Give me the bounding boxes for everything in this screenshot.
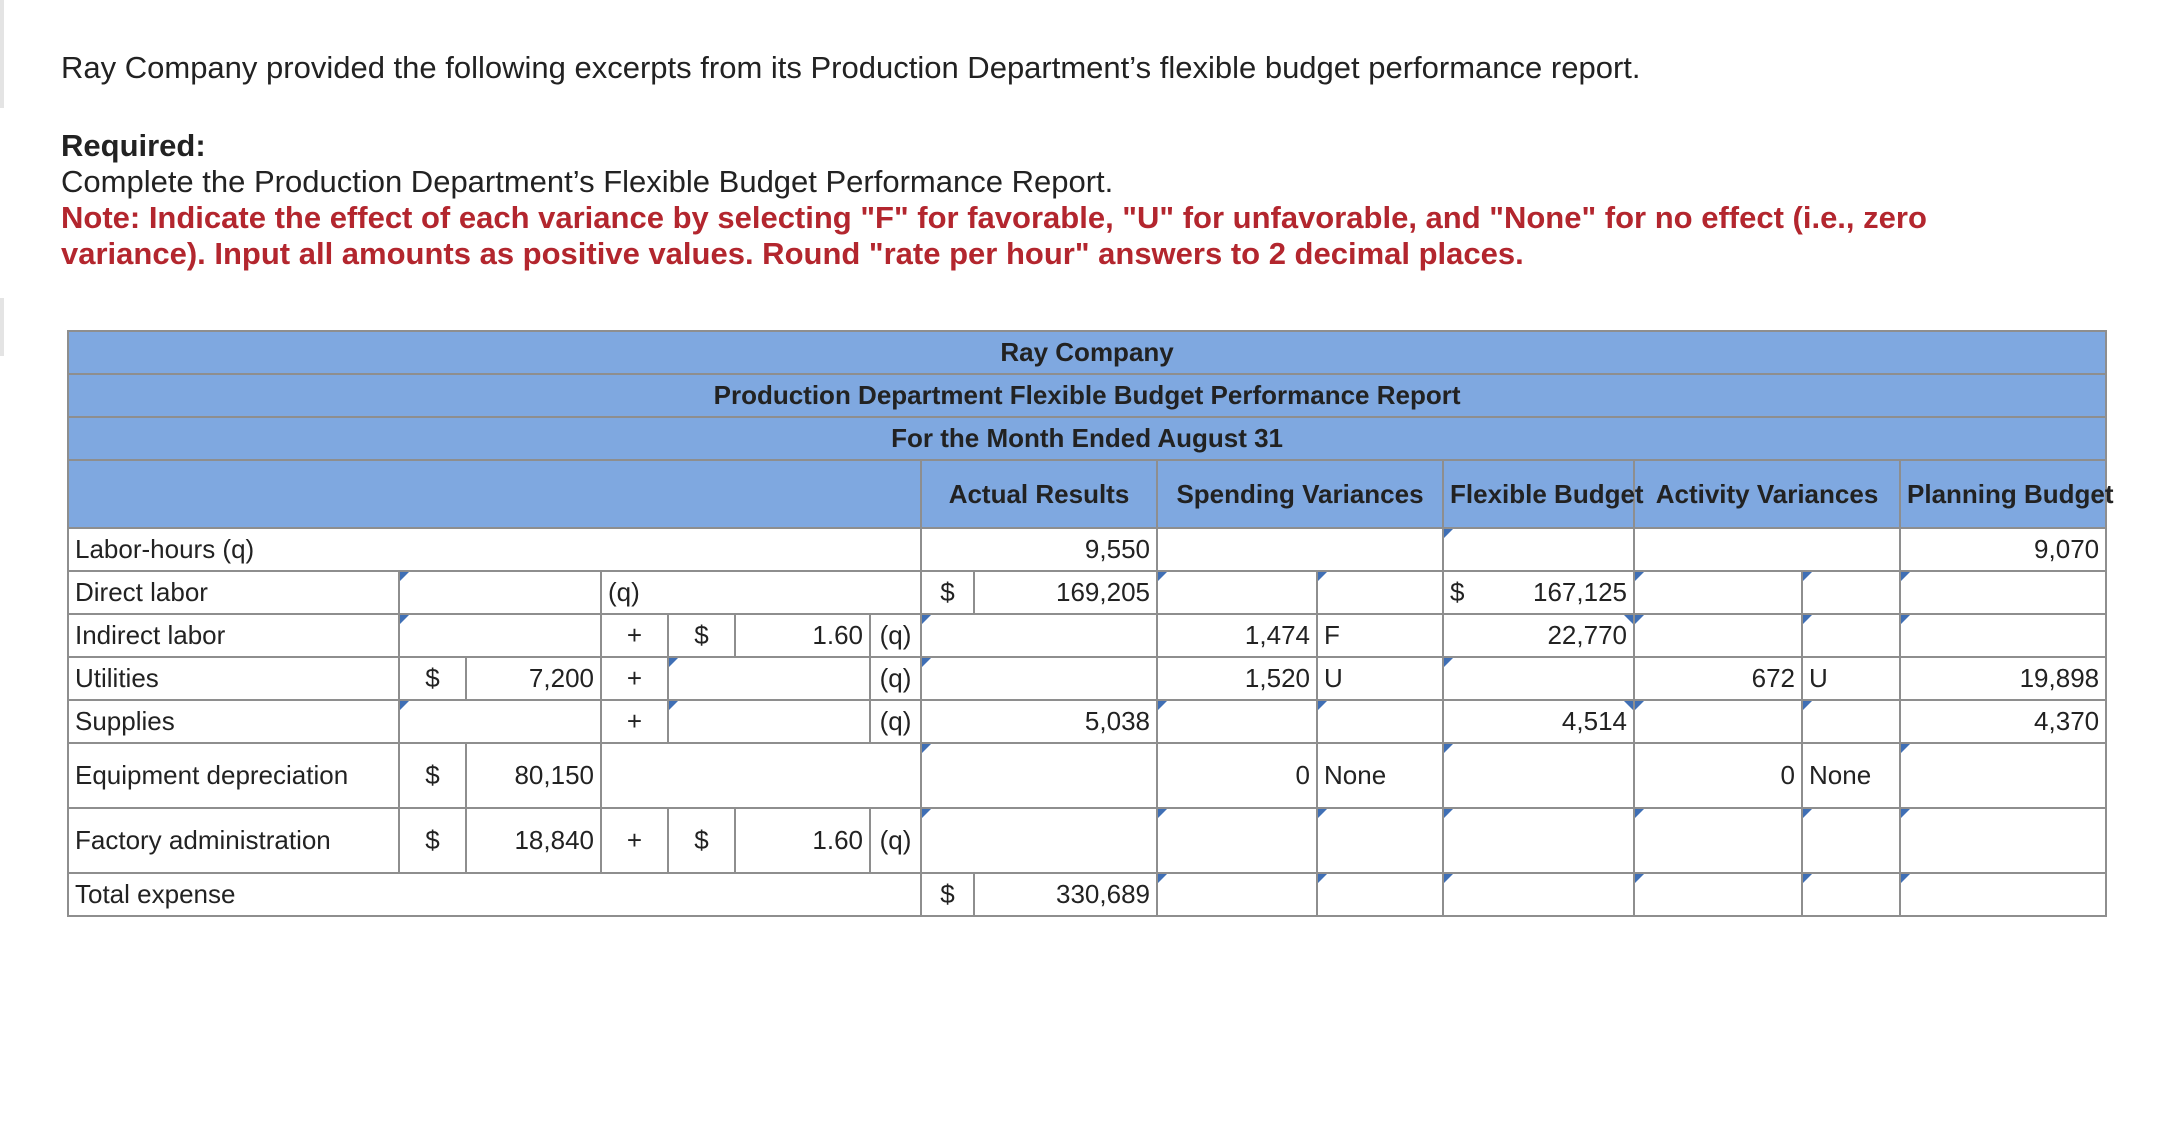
q-label: (q) bbox=[870, 808, 921, 873]
activity-variance-value: 0 bbox=[1634, 743, 1802, 808]
planning-budget-input[interactable] bbox=[1900, 743, 2106, 808]
col-actual-results: Actual Results bbox=[921, 460, 1157, 528]
planning-value: 19,898 bbox=[1900, 657, 2106, 700]
flex-amount: 167,125 bbox=[1533, 577, 1627, 607]
spending-effect: U bbox=[1317, 657, 1443, 700]
spending-variance-input[interactable] bbox=[1157, 700, 1317, 743]
col-spending-variances: Spending Variances bbox=[1157, 460, 1443, 528]
spending-variance-input[interactable] bbox=[1157, 808, 1317, 873]
q-label: (q) bbox=[870, 700, 921, 743]
fixed-amount-input[interactable] bbox=[399, 614, 601, 657]
rate-value: 1.60 bbox=[735, 614, 870, 657]
row-total-expense bbox=[68, 873, 2106, 916]
spending-effect-select[interactable] bbox=[1317, 873, 1443, 916]
empty-cell bbox=[1634, 528, 1900, 571]
rate-value: 1.60 bbox=[735, 808, 870, 873]
fixed-value: 80,150 bbox=[466, 743, 601, 808]
plus-sign: + bbox=[601, 700, 668, 743]
row-label: Supplies bbox=[68, 700, 399, 743]
planning-budget-input[interactable] bbox=[1900, 571, 2106, 614]
actual-results-input[interactable] bbox=[921, 657, 1157, 700]
fixed-value: 18,840 bbox=[466, 808, 601, 873]
activity-variance-value: 672 bbox=[1634, 657, 1802, 700]
activity-effect-select[interactable] bbox=[1802, 700, 1900, 743]
actual-value: 330,689 bbox=[974, 873, 1157, 916]
col-flexible-budget: Flexible Budget bbox=[1443, 460, 1634, 528]
activity-effect: None bbox=[1802, 743, 1900, 808]
activity-variance-input[interactable] bbox=[1634, 873, 1802, 916]
rate-per-hour-input[interactable] bbox=[399, 571, 601, 614]
actual-results-input[interactable] bbox=[921, 614, 1157, 657]
activity-variance-input[interactable] bbox=[1634, 700, 1802, 743]
col-planning-budget: Planning Budget bbox=[1900, 460, 2106, 528]
intro-text: Ray Company provided the following excerpts from its Production Department’s flexible budget performance report. bbox=[61, 50, 1641, 85]
dollar-sign: $ bbox=[921, 571, 974, 614]
planning-budget-input[interactable] bbox=[1900, 614, 2106, 657]
activity-variance-input[interactable] bbox=[1634, 571, 1802, 614]
planning-value: 9,070 bbox=[1900, 528, 2106, 571]
row-label: Utilities bbox=[68, 657, 399, 700]
page-edge-mark bbox=[0, 0, 4, 108]
flexible-budget-input[interactable] bbox=[1443, 743, 1634, 808]
report-company: Ray Company bbox=[68, 331, 2106, 374]
activity-effect: U bbox=[1802, 657, 1900, 700]
q-label: (q) bbox=[870, 614, 921, 657]
flexible-budget-input[interactable] bbox=[1443, 808, 1634, 873]
spending-variance-value: 1,520 bbox=[1157, 657, 1317, 700]
row-label: Labor-hours (q) bbox=[68, 528, 921, 571]
actual-value: 9,550 bbox=[921, 528, 1157, 571]
report-title: Production Department Flexible Budget Performance Report bbox=[68, 374, 2106, 417]
spending-effect-select[interactable] bbox=[1317, 808, 1443, 873]
flexible-value: 22,770 bbox=[1443, 614, 1634, 657]
plus-sign: + bbox=[601, 657, 668, 700]
dollar-sign: $ bbox=[668, 614, 735, 657]
spending-variance-value: 1,474 bbox=[1157, 614, 1317, 657]
spending-effect: None bbox=[1317, 743, 1443, 808]
spending-variance-input[interactable] bbox=[1157, 873, 1317, 916]
row-indirect-labor bbox=[68, 614, 2106, 657]
activity-effect-select[interactable] bbox=[1802, 614, 1900, 657]
dollar-sign: $ bbox=[399, 657, 466, 700]
spending-variance-value: 0 bbox=[1157, 743, 1317, 808]
fixed-amount-input[interactable] bbox=[399, 700, 601, 743]
row-equipment-depreciation bbox=[68, 743, 2106, 808]
planning-value: 4,370 bbox=[1900, 700, 2106, 743]
flexible-value: 4,514 bbox=[1443, 700, 1634, 743]
actual-results-input[interactable] bbox=[921, 743, 1157, 808]
fixed-value: 7,200 bbox=[466, 657, 601, 700]
rate-per-hour-input[interactable] bbox=[668, 657, 870, 700]
actual-value: 169,205 bbox=[974, 571, 1157, 614]
row-direct-labor bbox=[68, 571, 2106, 614]
dollar-sign: $ bbox=[399, 808, 466, 873]
row-factory-administration bbox=[68, 808, 2106, 873]
blank-header bbox=[68, 460, 921, 528]
flexible-budget-input[interactable] bbox=[1443, 657, 1634, 700]
spending-effect: F bbox=[1317, 614, 1443, 657]
empty-cell bbox=[601, 743, 921, 808]
spending-effect-select[interactable] bbox=[1317, 700, 1443, 743]
actual-value: 5,038 bbox=[921, 700, 1157, 743]
activity-effect-select[interactable] bbox=[1802, 571, 1900, 614]
row-label: Direct labor bbox=[68, 571, 399, 614]
required-text: Complete the Production Department’s Flexible Budget Performance Report. bbox=[61, 164, 1114, 199]
rate-per-hour-input[interactable] bbox=[668, 700, 870, 743]
q-label: (q) bbox=[870, 657, 921, 700]
row-label: Factory administration bbox=[68, 808, 399, 873]
activity-variance-input[interactable] bbox=[1634, 614, 1802, 657]
row-supplies bbox=[68, 700, 2106, 743]
instruction-note: Note: Indicate the effect of each variance by selecting "F" for favorable, "U" for unfavorable, and "None" for no effect (i.e., zero variance). Input all amounts as positive values. Round "rate per hour" answers to 2 decimal places. bbox=[61, 200, 1927, 271]
plus-sign: + bbox=[601, 808, 668, 873]
dollar-sign: $ bbox=[1450, 577, 1465, 607]
planning-budget-input[interactable] bbox=[1900, 808, 2106, 873]
planning-budget-input[interactable] bbox=[1900, 873, 2106, 916]
page-edge-mark bbox=[0, 298, 4, 356]
row-label: Total expense bbox=[68, 873, 921, 916]
flexible-budget-input[interactable] bbox=[1443, 873, 1634, 916]
dollar-sign: $ bbox=[668, 808, 735, 873]
spending-variance-input[interactable] bbox=[1157, 571, 1317, 614]
flexible-value bbox=[1443, 571, 1634, 614]
q-label: (q) bbox=[601, 571, 921, 614]
activity-variance-input[interactable] bbox=[1634, 808, 1802, 873]
activity-effect-select[interactable] bbox=[1802, 808, 1900, 873]
performance-report-table bbox=[67, 330, 2114, 917]
col-activity-variances: Activity Variances bbox=[1634, 460, 1900, 528]
dollar-sign: $ bbox=[921, 873, 974, 916]
plus-sign: + bbox=[601, 614, 668, 657]
dollar-sign: $ bbox=[399, 743, 466, 808]
row-label: Equipment depreciation bbox=[68, 743, 399, 808]
activity-effect-select[interactable] bbox=[1802, 873, 1900, 916]
row-label: Indirect labor bbox=[68, 614, 399, 657]
empty-cell bbox=[1157, 528, 1443, 571]
flexible-budget-input[interactable] bbox=[1443, 528, 1634, 571]
spending-effect-select[interactable] bbox=[1317, 571, 1443, 614]
actual-results-input[interactable] bbox=[921, 808, 1157, 873]
row-labor-hours bbox=[68, 528, 2106, 571]
row-utilities bbox=[68, 657, 2106, 700]
required-title: Required: bbox=[61, 128, 206, 163]
report-period: For the Month Ended August 31 bbox=[68, 417, 2106, 460]
